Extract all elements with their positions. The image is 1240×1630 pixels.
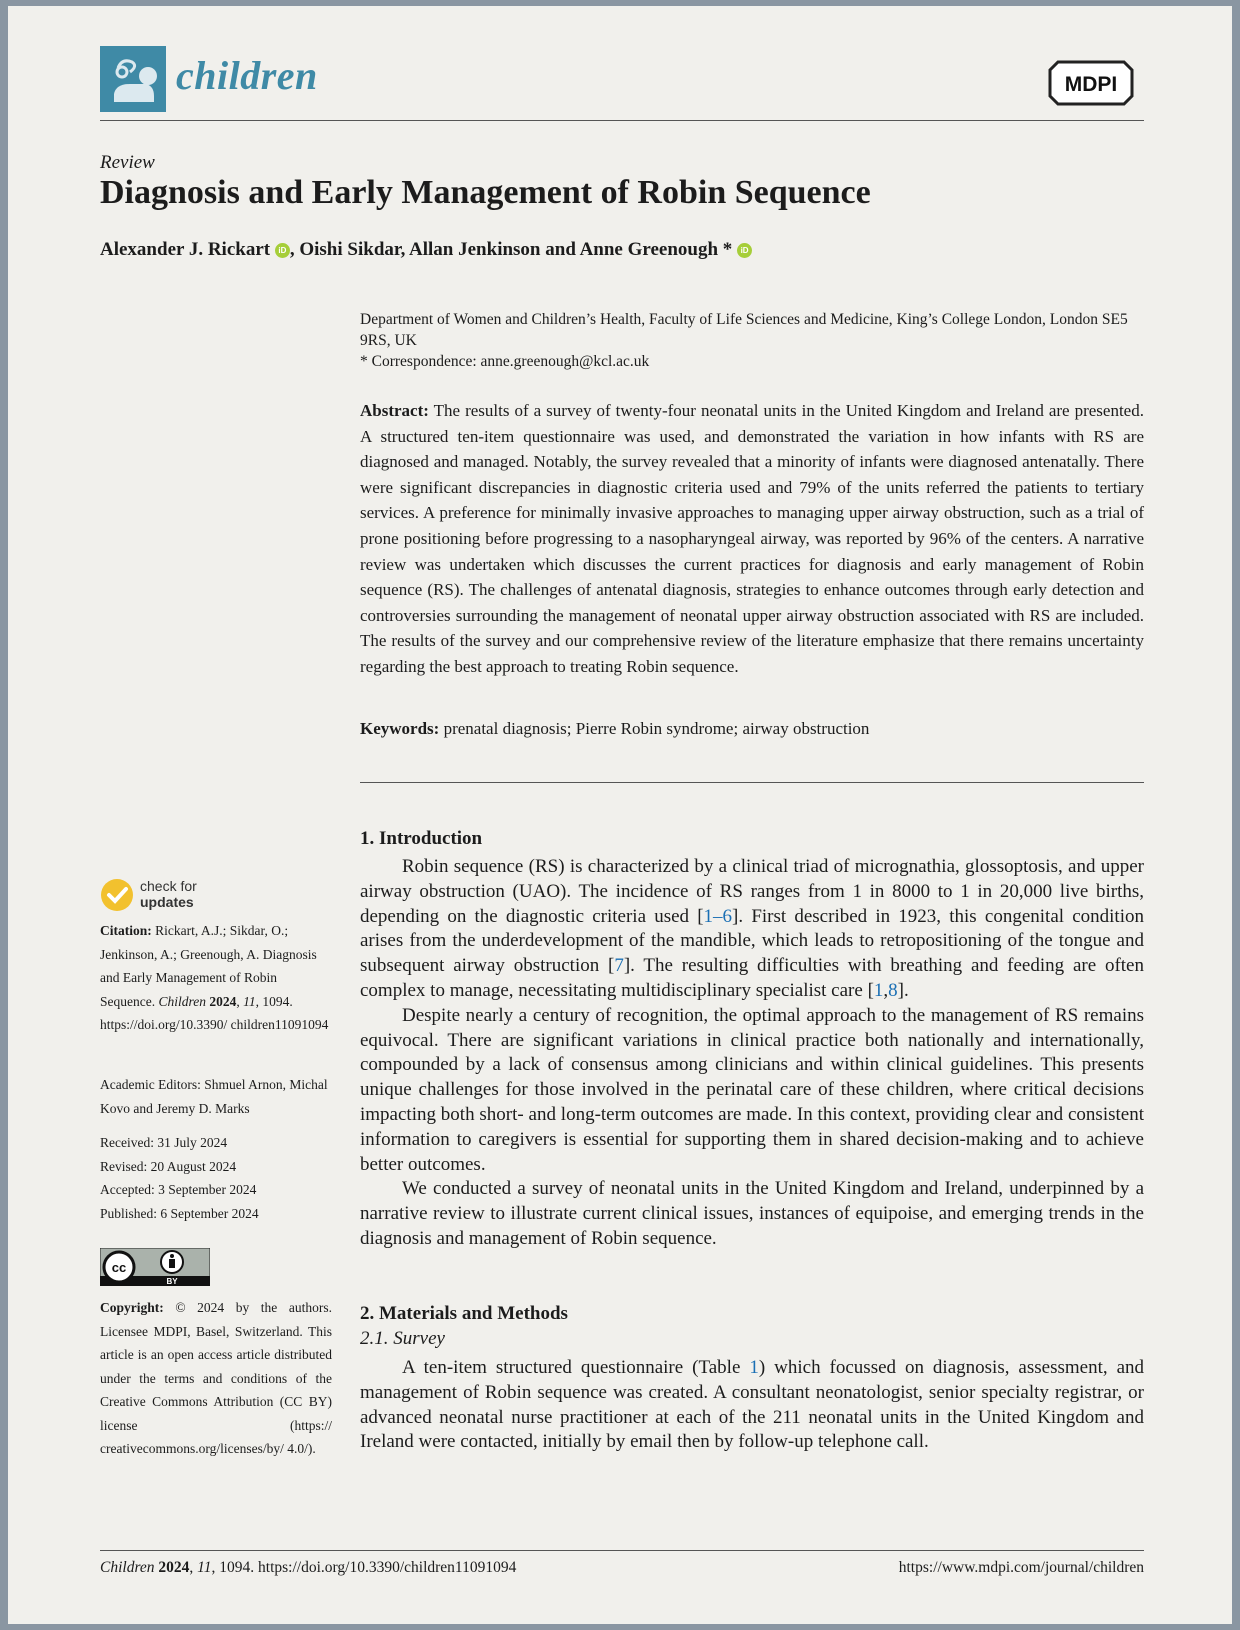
paragraph: We conducted a survey of neonatal units in the United Kingdom and Ireland, underpinned by a narrative review to illustrate current clinical issues, instances of equipoise, and emerging trends in the diagnosis and management of Robin sequence. — [360, 1178, 1144, 1249]
published-date: Published: 6 September 2024 — [100, 1205, 259, 1221]
footer-citation: Children 2024, 11, 1094. https://doi.org/10.3390/children11091094 — [100, 1559, 517, 1576]
reference-link[interactable]: 1 — [873, 979, 884, 1001]
citation-label: Citation: — [100, 923, 152, 938]
orcid-icon[interactable]: iD — [737, 243, 752, 258]
publisher-label: MDPI — [1064, 73, 1118, 96]
abstract-divider — [360, 782, 1144, 783]
reference-link[interactable]: 1–6 — [703, 905, 733, 927]
footer-divider — [100, 1550, 1144, 1551]
mdpi-logo-icon — [1048, 58, 1134, 106]
received-date: Received: 31 July 2024 — [100, 1135, 228, 1150]
affiliation-block — [360, 309, 1144, 372]
check-for-updates[interactable]: check for updates — [140, 878, 197, 910]
copyright-label: Copyright: — [100, 1300, 164, 1315]
subsection-heading-survey: 2.1. Survey — [360, 1328, 445, 1349]
academic-editors: Academic Editors: Shmuel Arnon, Michal Kovo and Jeremy D. Marks — [100, 1077, 328, 1116]
revised-date: Revised: 20 August 2024 — [100, 1158, 237, 1174]
article-type: Review — [100, 152, 155, 173]
section-heading-methods: 2. Materials and Methods — [360, 1303, 568, 1324]
author-first: Alexander J. Rickart — [100, 239, 271, 260]
correspondence: * Correspondence: anne.greenough@kcl.ac.uk — [360, 353, 650, 370]
introduction-body — [360, 855, 1144, 1252]
paragraph: A ten-item structured questionnaire (Table 1) which focussed on diagnosis, assessment, and management of Robin sequence was created. A consultant neonatologist, senior specialty registrar, or advanced neonatal nurse practitioner at each of the 211 neonatal units in the United Kingdom and Ireland were contacted, initially by email then by follow-up telephone call. — [360, 1357, 1144, 1453]
paragraph: Robin sequence (RS) is characterized by a clinical triad of micrognathia, glossoptosis, and upper airway obstruction (UAO). The incidence of RS ranges from 1 in 8000 to 1 in 20,000 live births, depending on the diagnostic criteria used [1–6]. First described in 1923, this congenital condition arises from the underdevelopment of the mandible, which leads to retropositioning of the tongue and subsequent airway obstruction [7]. The resulting difficulties with breathing and feeding are often complex to manage, necessitating multidisciplinary specialist care [1,8]. — [360, 856, 1144, 1001]
abstract-text: The results of a survey of twenty-four neonatal units in the United Kingdom and Ireland are presented. A structured ten-item questionnaire was used, and demonstrated the variation in how infants with RS are diagnosed and managed. Notably, the survey revealed that a minority of infants were diagnosed antenatally. There were significant discrepancies in diagnostic criteria used and 79% of the units referred the patients to tertiary services. A preference for minimally invasive approaches to managing upper airway obstruction, such as a trial of prone positioning before progressing to a nasopharyngeal airway, was reported by 96% of the centers. A narrative review was undertaken which discusses the current practices for diagnosis and early management of Robin sequence (RS). The challenges of antenatal diagnosis, strategies to enhance outcomes through early detection and controversies surrounding the management of neonatal upper airway obstruction associated with RS are included. The results of the survey and our comprehensive review of the literature emphasize that there remains uncertainty regarding the best approach to treating Robin sequence. — [360, 401, 1144, 676]
reference-link[interactable]: 8 — [888, 979, 898, 1001]
dates — [100, 1131, 332, 1225]
by-label: BY — [166, 1277, 178, 1286]
accepted-date: Accepted: 3 September 2024 — [100, 1182, 257, 1197]
orcid-icon[interactable]: iD — [275, 243, 290, 258]
affiliation: Department of Women and Children’s Health, Faculty of Life Sciences and Medicine, King’s College London, London SE5 9RS, UK — [360, 311, 1128, 349]
check-for-updates-icon[interactable] — [100, 878, 134, 912]
article-title: Diagnosis and Early Management of Robin Sequence — [100, 174, 871, 211]
methods-body — [360, 1356, 1144, 1455]
keywords — [360, 719, 1144, 739]
abstract-label: Abstract: — [360, 401, 429, 420]
copyright-notice: Copyright: © 2024 by the authors. Licensee MDPI, Basel, Switzerland. This article is an open access article distributed under the terms and conditions of the Creative Commons Attribution (CC BY) license (https:// creativecommons.org/licenses/by/ 4.0/). — [100, 1300, 332, 1456]
keywords-text: prenatal diagnosis; Pierre Robin syndrome; airway obstruction — [443, 719, 870, 738]
author-list — [100, 239, 752, 261]
abstract — [360, 398, 1144, 680]
paragraph: Despite nearly a century of recognition, the optimal approach to the management of RS remains equivocal. There are significant variations in clinical practice both nationally and internationally, compounded by a lack of consensus among clinicians and within clinical guidelines. This presents unique challenges for those involved in the perinatal care of these children, where critical decisions impacting both short- and long-term outcomes are made. In this context, providing clear and consistent information to caregivers is essential for supporting them in shared decision-making and to achieve better outcomes. — [360, 1004, 1144, 1175]
journal-logo-icon — [100, 46, 166, 112]
keywords-label: Keywords: — [360, 719, 440, 738]
author-rest: , Oishi Sikdar, Allan Jenkinson and Anne Greenough * — [289, 239, 733, 260]
journal-name: children — [176, 53, 318, 98]
reference-link[interactable]: 7 — [614, 955, 624, 977]
cc-by-license-icon[interactable] — [100, 1248, 210, 1286]
header-divider — [100, 120, 1144, 121]
cc-label: cc — [111, 1260, 127, 1275]
table-link[interactable]: 1 — [749, 1357, 759, 1378]
section-heading-introduction: 1. Introduction — [360, 828, 483, 849]
footer-journal-url[interactable]: https://www.mdpi.com/journal/children — [898, 1559, 1144, 1576]
citation: Citation: Rickart, A.J.; Sikdar, O.; Jenkinson, A.; Greenough, A. Diagnosis and Early Management of Robin Sequence. Children 2024, 11, 1094. https://doi.org/10.3390/ children11091094 — [100, 923, 329, 1032]
page — [8, 6, 1232, 1624]
